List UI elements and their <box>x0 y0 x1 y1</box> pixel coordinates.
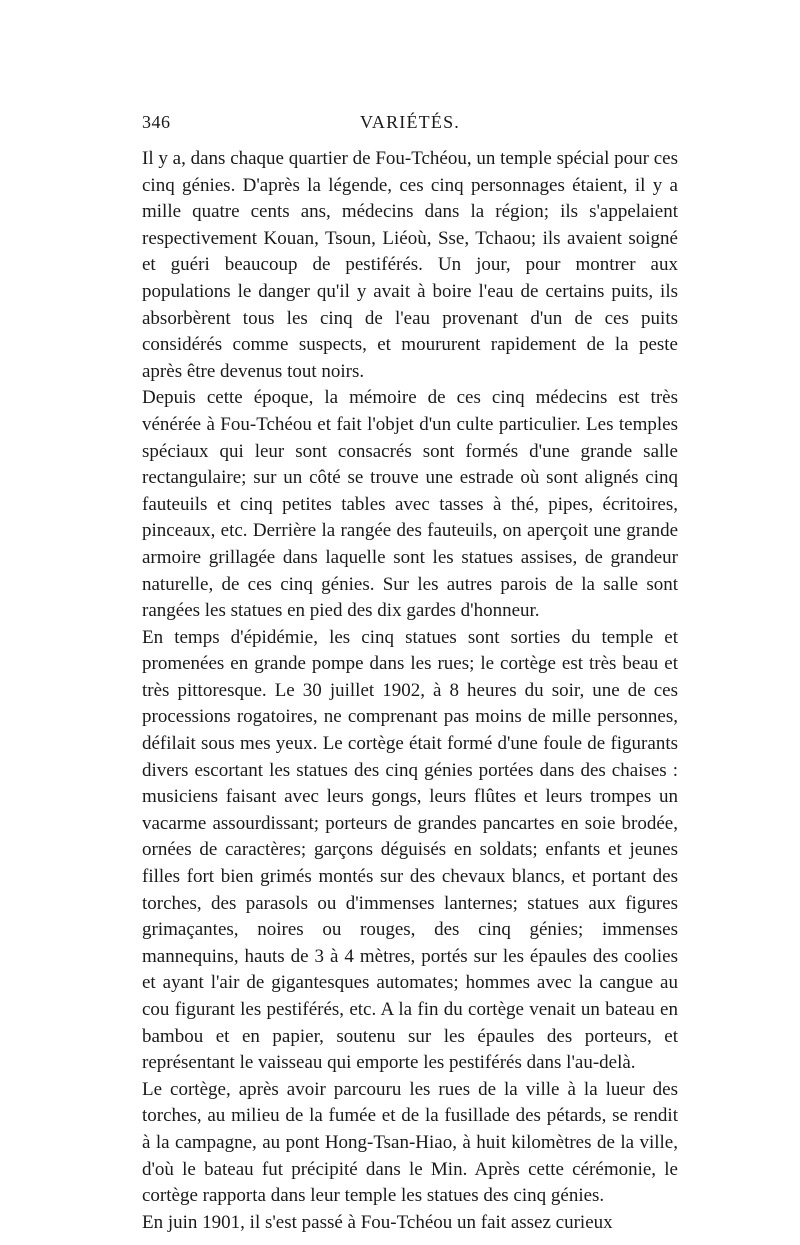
running-title: VARIÉTÉS. <box>360 112 460 132</box>
running-head <box>142 112 678 146</box>
page-number: 346 <box>142 112 171 132</box>
paragraph: Le cortège, après avoir parcouru les rues de la ville à la lueur des torches, au milieu de la fumée et de la fusillade des pétards, se rendit à la campagne, au pont Hong-Tsan-Hiao, à huit kilomètres de la ville, d'où le bateau fut précipité dans le Min. Après cette cérémonie, le cortège rapporta dans leur temple les statues des cinq génies. <box>142 1078 678 1207</box>
body-text <box>142 146 678 1236</box>
paragraph: En temps d'épidémie, les cinq statues sont sorties du temple et promenées en grande pompe dans les rues; le cortège est très beau et très pittoresque. Le 30 juillet 1902, à 8 heures du soir, une de ces processions rogatoires, ne comprenant pas moins de mille personnes, défilait sous mes yeux. Le cortège était formé d'une foule de figurants divers escortant les statues des cinq génies portées dans des chaises : musiciens faisant avec leurs gongs, leurs flûtes et leurs trompes un vacarme assourdissant; porteurs de grandes pancartes en soie brodée, ornées de caractères; garçons déguisés en soldats; enfants et jeunes filles fort bien grimés montés sur des chevaux blancs, et portant des torches, des parasols ou d'immenses lanternes; statues aux figures grimaçantes, noires ou rouges, des cinq génies; immenses mannequins, hauts de 3 à 4 mètres, portés sur les épaules des coolies et ayant l'air de gigantesques automates; hommes avec la cangue au cou figurant les pestiférés, etc. A la fin du cortège venait un bateau en bambou et en papier, soutenu sur les épaules des porteurs, et représentant le vaisseau qui emporte les pestiférés dans l'au-delà. <box>142 626 678 1074</box>
book-page <box>142 112 678 1236</box>
paragraph: Il y a, dans chaque quartier de Fou-Tchéou, un temple spécial pour ces cinq génies. D'après la légende, ces cinq personnages étaient, il y a mille quatre cents ans, médecins dans la région; ils s'appelaient respectivement Kouan, Tsoun, Liéoù, Sse, Tchaou; ils avaient soigné et guéri beaucoup de pestiférés. Un jour, pour montrer aux populations le danger qu'il y avait à boire l'eau de certains puits, ils absorbèrent tous les cinq de l'eau provenant d'un de ces puits considérés comme suspects, et moururent rapidement de la peste après être devenus tout noirs. <box>142 148 678 382</box>
paragraph: Depuis cette époque, la mémoire de ces cinq médecins est très vénérée à Fou-Tchéou et fait l'objet d'un culte particulier. Les temples spéciaux qui leur sont consacrés sont formés d'une grande salle rectangulaire; sur un côté se trouve une estrade où sont alignés cinq fauteuils et cinq petites tables avec tasses à thé, pipes, écritoires, pinceaux, etc. Derrière la rangée des fauteuils, on aperçoit une grande armoire grillagée dans laquelle sont les statues assises, de grandeur naturelle, de ces cinq génies. Sur les autres parois de la salle sont rangées les statues en pied des dix gardes d'honneur. <box>142 387 678 622</box>
paragraph: En juin 1901, il s'est passé à Fou-Tchéou un fait assez curieux <box>142 1211 613 1233</box>
